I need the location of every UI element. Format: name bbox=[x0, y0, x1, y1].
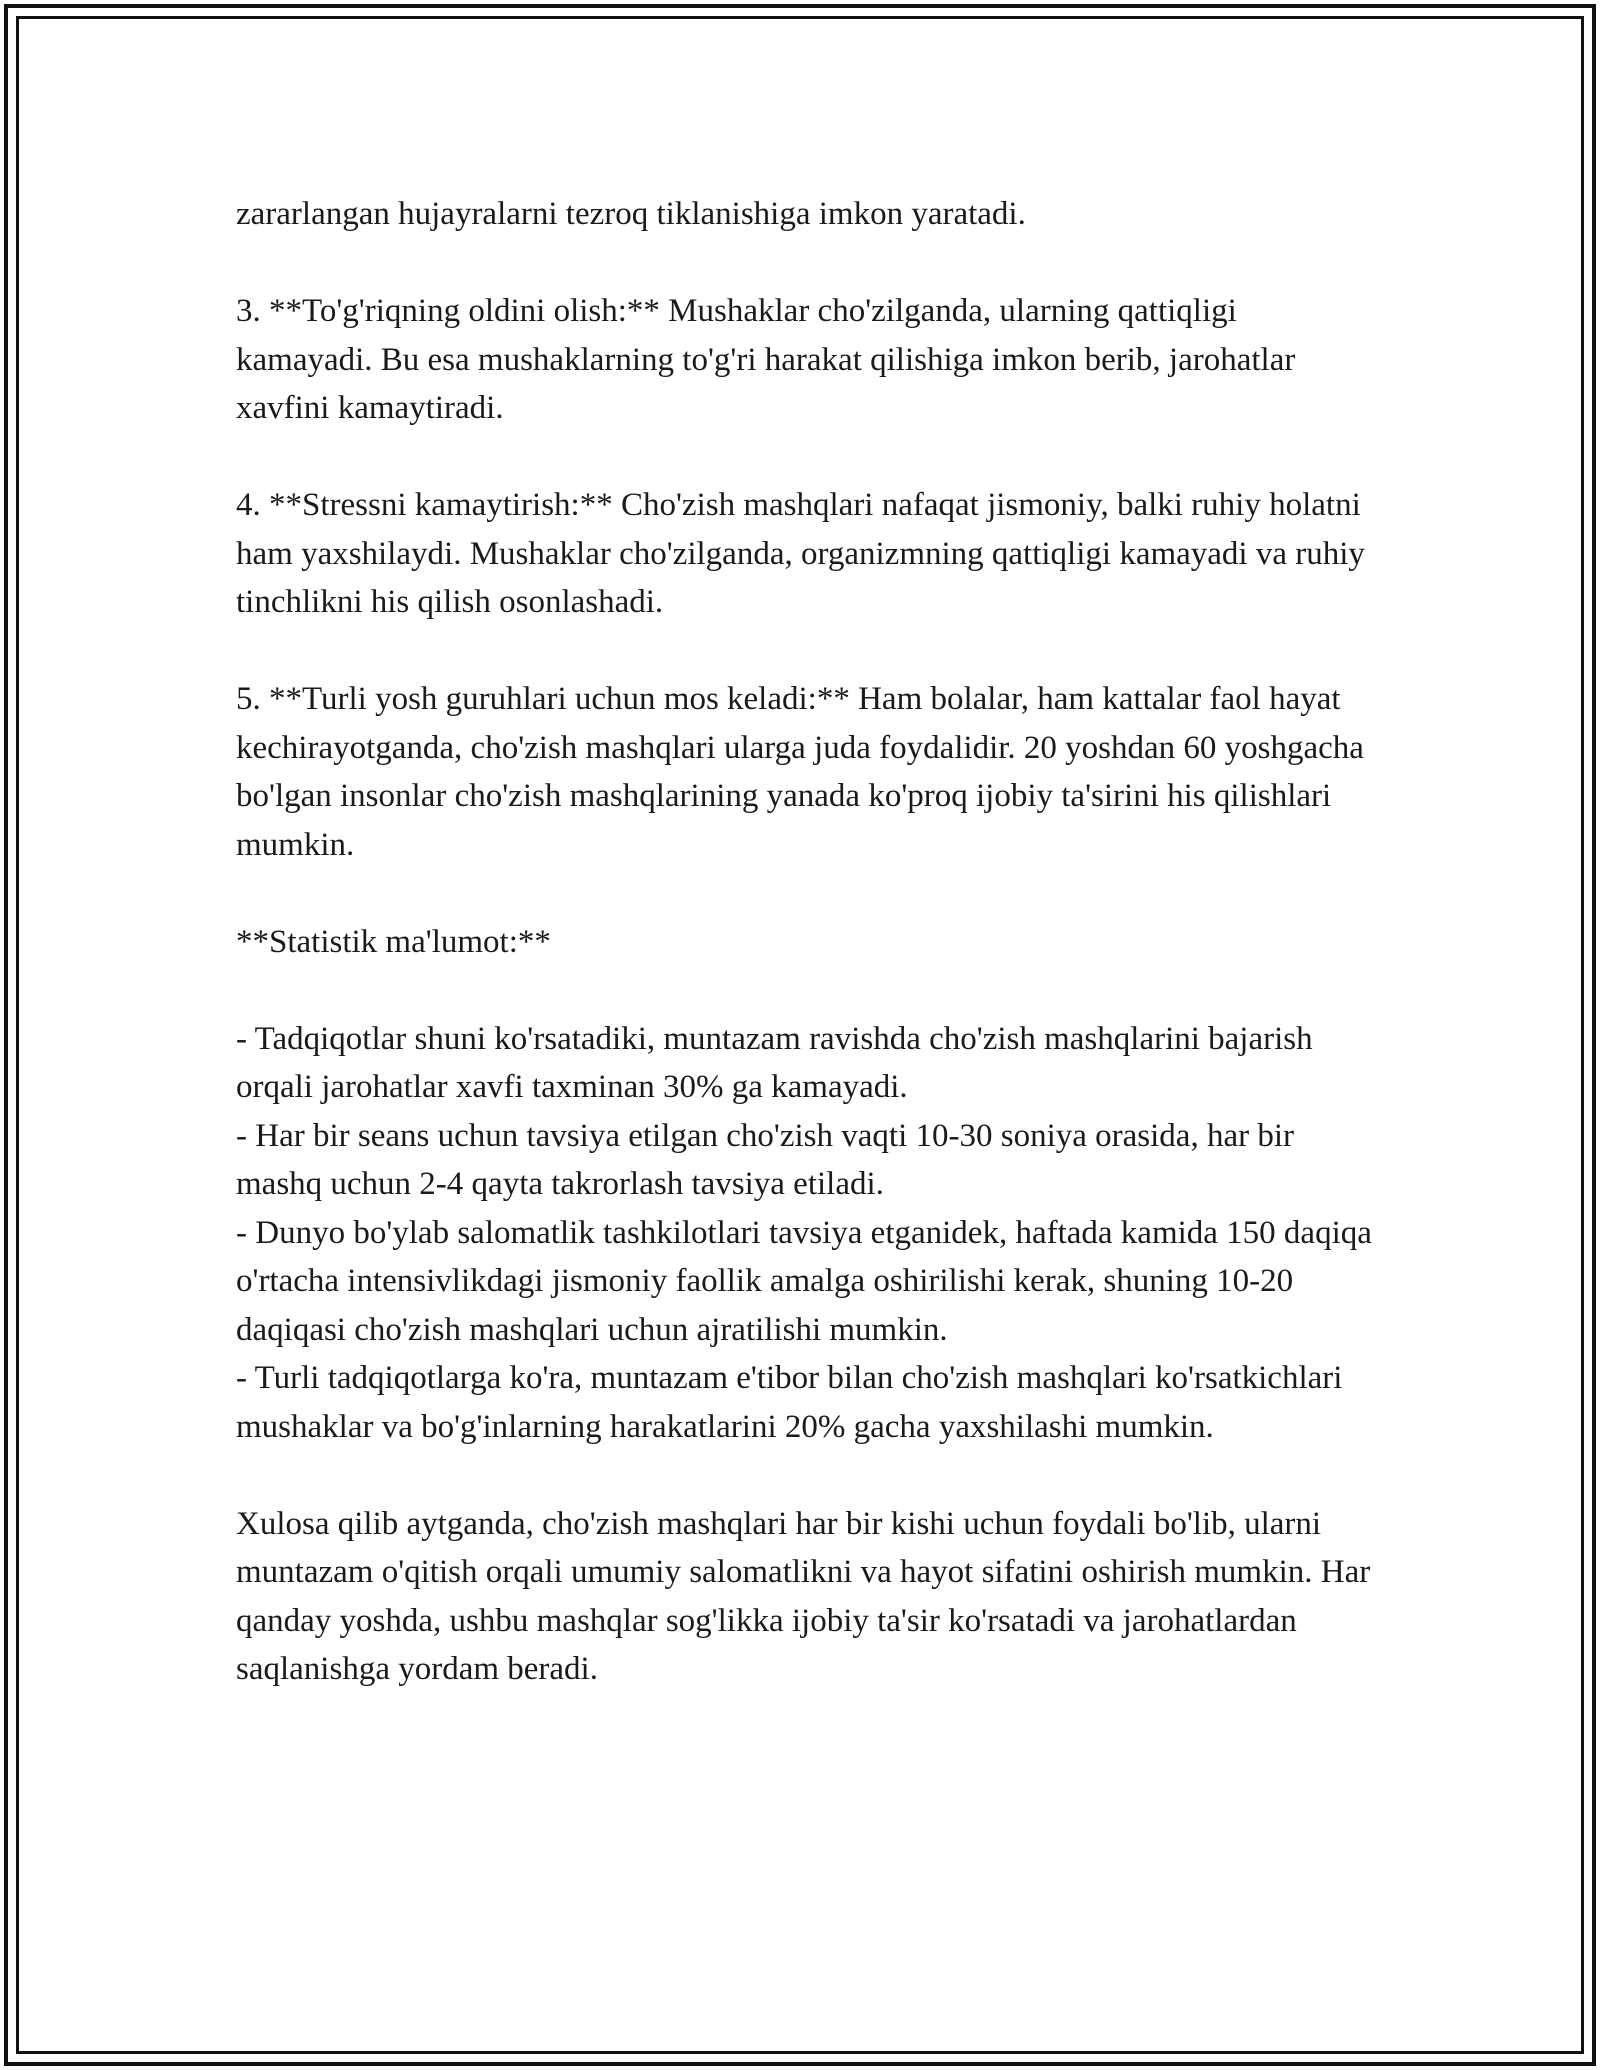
paragraph-point-5: 5. **Turli yosh guruhlari uchun mos keladi:** Ham bolalar, ham kattalar faol hayat kechirayotganda, cho'zish mashqlari ularga juda foydalidir. 20 yoshdan 60 yoshgacha bo'lgan insonlar cho'zish mashqlarining yanada ko'proq ijobiy ta'sirini his qilishlari mumkin. bbox=[236, 681, 1364, 863]
statistics-bullet: - Turli tadqiqotlarga ko'ra, muntazam e'tibor bilan cho'zish mashqlari ko'rsatkichlari mushaklar va bo'g'inlarning harakatlarini 20% gacha yaxshilashi mumkin. bbox=[236, 1360, 1343, 1445]
statistics-bullet: - Har bir seans uchun tavsiya etilgan cho'zish vaqti 10-30 soniya orasida, har bir mashq uchun 2-4 qayta takrorlash tavsiya etiladi. bbox=[236, 1117, 1294, 1202]
paragraph-point-3: 3. **To'g'riqning oldini olish:** Mushaklar cho'zilganda, ularning qattiqligi kamayadi. Bu esa mushaklarning to'g'ri harakat qilishiga imkon berib, jarohatlar xavfini kamaytiradi. bbox=[236, 293, 1296, 426]
paragraph-point-4: 4. **Stressni kamaytirish:** Cho'zish mashqlari nafaqat jismoniy, balki ruhiy holatni ham yaxshilaydi. Mushaklar cho'zilganda, organizmning qattiqligi kamayadi va ruhiy tinchlikni his qilish osonlashadi. bbox=[236, 487, 1365, 620]
conclusion-paragraph: Xulosa qilib aytganda, cho'zish mashqlari har bir kishi uchun foydali bo'lib, ularni muntazam o'qitish orqali umumiy salomatlikni va hayot sifatini oshirish mumkin. Har qanday yoshda, ushbu mashqlar sog'likka ijobiy ta'sir ko'rsatadi va jarohatlardan saqlanishga yordam beradi. bbox=[236, 1505, 1371, 1687]
document-body bbox=[236, 190, 1376, 1742]
statistics-heading: **Statistik ma'lumot:** bbox=[236, 923, 551, 960]
paragraph-continuation: zararlangan hujayralarni tezroq tiklanishiga imkon yaratadi. bbox=[236, 196, 1026, 232]
statistics-bullet: - Tadqiqotlar shuni ko'rsatadiki, muntazam ravishda cho'zish mashqlarini bajarish orqali jarohatlar xavfi taxminan 30% ga kamayadi. bbox=[236, 1020, 1313, 1105]
statistics-bullet: - Dunyo bo'ylab salomatlik tashkilotlari tavsiya etganidek, haftada kamida 150 daqiqa o'rtacha intensivlikdagi jismoniy faollik amalga oshirilishi kerak, shuning 10-20 daqiqasi cho'zish mashqlari uchun ajratilishi mumkin. bbox=[236, 1214, 1372, 1348]
